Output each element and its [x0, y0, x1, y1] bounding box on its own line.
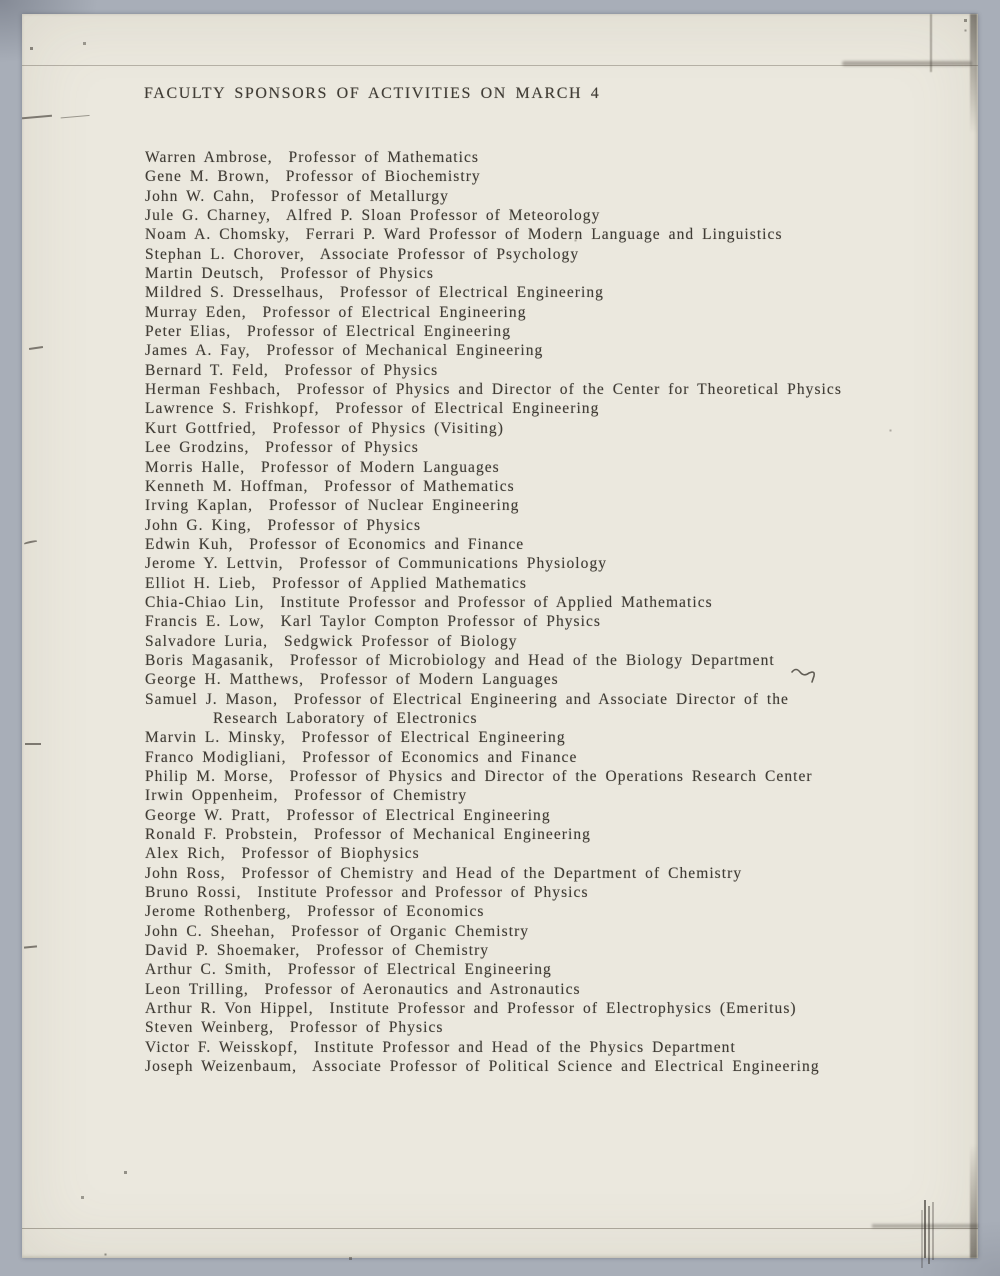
faculty-entry: Martin Deutsch, Professor of Physics [145, 265, 434, 283]
faculty-entry: Jerome Rothenberg, Professor of Economics [145, 903, 485, 921]
scan-mark-shoemaker [24, 945, 37, 948]
faculty-entry: Warren Ambrose, Professor of Mathematics [145, 149, 480, 166]
faculty-entry: Irwin Oppenheim, Professor of Chemistry [145, 787, 468, 805]
faculty-entry: John G. King, Professor of Physics [145, 516, 422, 534]
faculty-entry: Elliot H. Lieb, Professor of Applied Mathematics [145, 574, 527, 592]
faculty-entry: Morris Halle, Professor of Modern Languages [145, 458, 500, 476]
faculty-entry: Jule G. Charney, Alfred P. Sloan Professor of Meteorology [145, 207, 601, 225]
scan-edge-streak-bottom [970, 1144, 977, 1258]
faculty-entry: Kenneth M. Hoffman, Professor of Mathematics [145, 477, 515, 495]
faculty-entry: Joseph Weizenbaum, Associate Professor of Political Science and Electrical Engineering [145, 1058, 820, 1076]
scanned-page [22, 14, 978, 1258]
scan-edge-streak-top [970, 14, 977, 134]
faculty-entry: Bruno Rossi, Institute Professor and Professor of Physics [145, 884, 589, 902]
faculty-entry: Salvadore Luria, Sedgwick Professor of Biology [145, 632, 518, 650]
faculty-entry: Arthur R. Von Hippel, Institute Professor and Professor of Electrophysics (Emeritus) [145, 1000, 797, 1018]
faculty-entry: Lee Grodzins, Professor of Physics [145, 439, 419, 457]
faculty-entry: Murray Eden, Professor of Electrical Engineering [145, 303, 527, 321]
scan-mark-kuh [24, 540, 37, 545]
faculty-entry: Bernard T. Feld, Professor of Physics [145, 361, 439, 379]
faculty-entry: George H. Matthews, Professor of Modern Languages [145, 671, 559, 689]
faculty-entry: Lawrence S. Frishkopf, Professor of Electrical Engineering [145, 400, 600, 418]
faculty-entry: Arthur C. Smith, Professor of Electrical Engineering [145, 961, 552, 979]
faculty-list [145, 148, 842, 1077]
scan-vertical-smudge-bottom-right [924, 1200, 926, 1258]
scan-hairline-bottom [22, 1228, 978, 1229]
faculty-entry: John C. Sheehan, Professor of Organic Chemistry [145, 922, 530, 940]
document-title: FACULTY SPONSORS OF ACTIVITIES ON MARCH 4 [144, 85, 601, 102]
faculty-entry: James A. Fay, Professor of Mechanical Engineering [145, 342, 544, 360]
faculty-entry: Alex Rich, Professor of Biophysics [145, 845, 420, 863]
faculty-entry: John W. Cahn, Professor of Metallurgy [145, 187, 449, 205]
scan-hairline-top [22, 65, 978, 66]
scan-vertical-line-top-right [930, 14, 932, 72]
faculty-entry: Jerome Y. Lettvin, Professor of Communications Physiology [145, 555, 608, 573]
scan-mark-left-margin [22, 115, 52, 120]
faculty-entry: Philip M. Morse, Professor of Physics and Director of the Operations Research Center [145, 768, 813, 785]
faculty-entry: Kurt Gottfried, Professor of Physics (Visiting) [145, 419, 504, 437]
faculty-entry: Mildred S. Dresselhaus, Professor of Electrical Engineering [145, 284, 604, 302]
faculty-entry: Research Laboratory of Electronics [213, 709, 478, 727]
scan-mark-fay [29, 346, 43, 350]
faculty-entry: David P. Shoemaker, Professor of Chemistry [145, 942, 490, 960]
faculty-entry: Victor F. Weisskopf, Institute Professor and Head of the Physics Department [145, 1038, 736, 1056]
scan-smudge-top-right [842, 61, 972, 66]
faculty-entry: George W. Pratt, Professor of Electrical Engineering [145, 806, 551, 824]
faculty-entry: Samuel J. Mason, Professor of Electrical Engineering and Associate Director of the [145, 690, 789, 708]
faculty-entry: Stephan L. Chorover, Associate Professor of Psychology [145, 245, 580, 263]
faculty-entry: Steven Weinberg, Professor of Physics [145, 1019, 444, 1037]
faculty-entry: John Ross, Professor of Chemistry and Head of the Department of Chemistry [145, 864, 743, 882]
scan-specks [22, 14, 23, 15]
faculty-entry: Herman Feshbach, Professor of Physics and Director of the Center for Theoretical Physics [145, 381, 842, 399]
faculty-entry: Peter Elias, Professor of Electrical Engineering [145, 323, 512, 341]
faculty-entry: Edwin Kuh, Professor of Economics and Finance [145, 535, 525, 553]
faculty-entry: Chia-Chiao Lin, Institute Professor and Professor of Applied Mathematics [145, 593, 713, 611]
faculty-entry: Franco Modigliani, Professor of Economics and Finance [145, 748, 578, 766]
faculty-entry: Irving Kaplan, Professor of Nuclear Engineering [145, 497, 520, 515]
faculty-entry: Noam A. Chomsky, Ferrari P. Ward Professor of Modern Language and Linguistics [145, 226, 783, 244]
faculty-entry: Boris Magasanik, Professor of Microbiology and Head of the Biology Department [145, 651, 775, 669]
faculty-entry: Gene M. Brown, Professor of Biochemistry [145, 168, 481, 186]
faculty-entry: Francis E. Low, Karl Taylor Compton Professor of Physics [145, 613, 602, 631]
faculty-entry: Ronald F. Probstein, Professor of Mechanical Engineering [145, 826, 591, 844]
faculty-entry: Leon Trilling, Professor of Aeronautics and Astronautics [145, 980, 581, 998]
scan-mark-minsky [25, 743, 41, 745]
faculty-entry: Marvin L. Minsky, Professor of Electrical Engineering [145, 729, 566, 747]
